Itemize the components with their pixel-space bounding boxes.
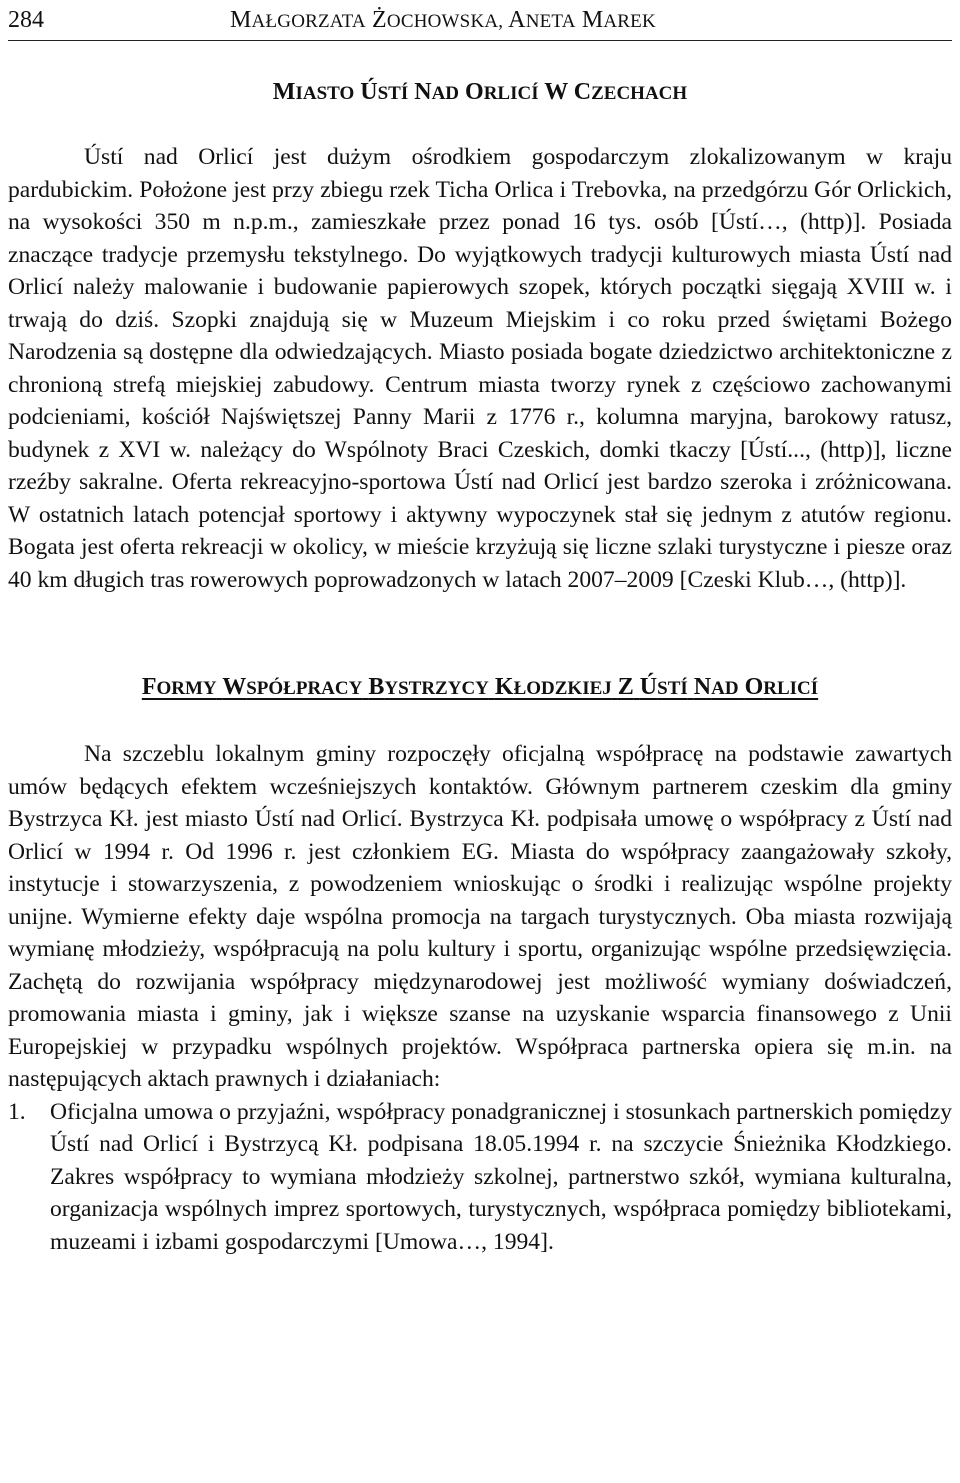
running-title: MAŁGORZATA ŻOCHOWSKA, ANETA MAREK	[230, 7, 656, 33]
running-header	[8, 0, 952, 41]
body-paragraph: Ústí nad Orlicí jest dużym ośrodkiem gospodarczym zlokalizowanym w kraju pardubickim. Położone jest przy zbiegu rzek Ticha Orlica i Trebovka, na przedgórzu Gór Orlickich, na wysokości 350 m n.p.m., zamieszkałe przez ponad 16 tys. osób [Ústí…, (http)]. Posiada znaczące tradycje przemysłu tekstylnego. Do wyjątkowych tradycji kulturowych miasta Ústí nad Orlicí należy malowanie i budowanie papierowych szopek, których początki sięgają XVIII w. i trwają do dziś. Szopki znajdują się w Muzeum Miejskim i co roku przed świętami Bożego Narodzenia są dostępne dla odwiedzających. Miasto posiada bogate dziedzictwo architektoniczne z chronioną strefą miejskiej zabudowy. Centrum miasta tworzy rynek z częściowo zachowanymi podcieniami, kościół Najświętszej Panny Marii z 1776 r., kolumna maryjna, barokowy ratusz, budynek z XVI w. należący do Wspólnoty Braci Czeskich, domki tkaczy [Ústí..., (http)], liczne rzeźby sakralne. Oferta rekreacyjno-sportowa Ústí nad Orlicí jest bardzo szeroka i zróżnicowana. W ostatnich latach potencjał sportowy i aktywny wypoczynek stał się jednym z atutów regionu. Bogata jest oferta rekreacji w okolicy, w mieście krzyżują się liczne szlaki turystyczne i piesze oraz 40 km długich tras rowerowych poprowadzonych w latach 2007–2009 [Czeski Klub…, (http)].	[8, 144, 952, 593]
list-item-text: Oficjalna umowa o przyjaźni, współpracy ponadgranicznej i stosunkach partnerskich pomiędzy Ústí nad Orlicí i Bystrzycą Kł. podpisana 18.05.1994 r. na szczycie Śnieżnika Kłodzkiego. Zakres współpracy to wymiana młodzieży szkolnej, partnerstwo szkół, wymiana kulturalna, organizacja wspólnych imprez sportowych, turystycznych, współpraca pomiędzy bibliotekami, muzeami i izbami gospodarczymi [Umowa…, 1994].	[50, 1098, 952, 1255]
section-heading: FORMY WSPÓŁPRACY BYSTRZYCY KŁODZKIEJ Z ÚSTÍ NAD ORLICÍ	[141, 674, 819, 700]
page-number: 284	[8, 7, 44, 33]
list-item	[8, 1096, 952, 1259]
document-page	[8, 0, 952, 1258]
numbered-list	[8, 1096, 952, 1259]
section-heading: MIASTO ÚSTÍ NAD ORLICÍ W CZECHACH	[272, 79, 688, 105]
body-paragraph: Na szczeblu lokalnym gminy rozpoczęły oficjalną współpracę na podstawie zawartych umów będących efektem wcześniejszych kontaktów. Głównym partnerem czeskim dla gminy Bystrzyca Kł. jest miasto Ústí nad Orlicí. Bystrzyca Kł. podpisała umowę o współpracy z Ústí nad Orlicí w 1994 r. Od 1996 r. jest członkiem EG. Miasta do współpracy zaangażowały szkoły, instytucje i stowarzyszenia, z powodzeniem wnioskując o środki i realizując wspólne projekty unijne. Wymierne efekty daje wspólna promocja na targach turystycznych. Oba miasta rozwijają wymianę młodzieży, współpracują na polu kultury i sportu, organizując wspólne przedsięwzięcia. Zachętą do rozwijania współpracy międzynarodowej jest możliwość wymiany doświadczeń, promowania miasta i gminy, jak i większe szanse na uzyskanie wsparcia finansowego z Unii Europejskiej w przypadku wspólnych projektów. Współpraca partnerska opiera się m.in. na następujących aktach prawnych i działaniach:	[8, 741, 952, 1092]
list-number: 1.	[8, 1098, 26, 1125]
